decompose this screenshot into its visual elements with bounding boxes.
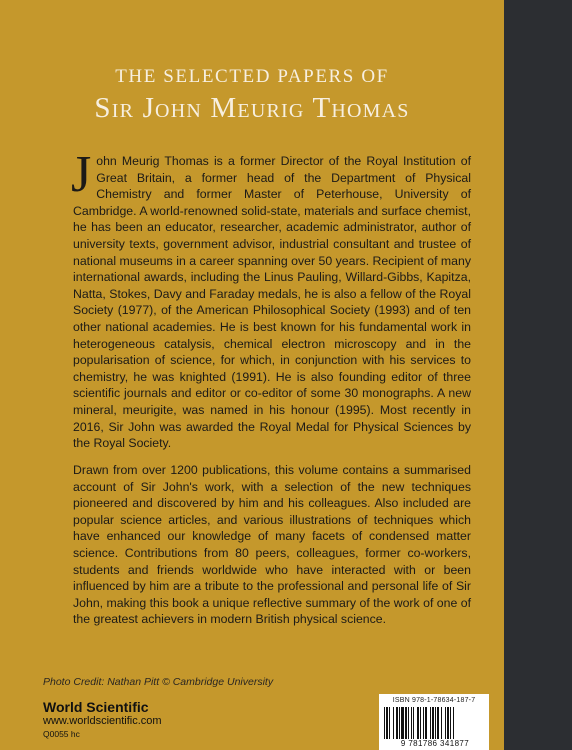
book-summary: Drawn from over 1200 publications, this volume contains a summarised account of Sir John's work, with a selection of the new techniques pioneered and discovered by him and his colleagues. Also included are popular science articles, and various illustrations of techniques which have enhanced our knowledge of many facets of condensed matter science. Contributions from 80 peers, colleagues, former co-workers, students and friends worldwide who have interacted with or been influenced by him are a tribute to the professional and personal life of Sir John, making this book a unique reflective summary of the work of one of the greatest achievers in modern British physical science. xyxy=(73,463,471,627)
product-code: Q0055 hc xyxy=(43,729,80,739)
barcode-panel xyxy=(379,694,489,750)
title-line-1: THE SELECTED PAPERS OF xyxy=(115,66,389,87)
barcode-icon xyxy=(384,707,484,739)
author-bio xyxy=(71,146,471,452)
publisher-website: www.worldscientific.com xyxy=(43,715,162,727)
isbn-label: ISBN 978-1-78634-187-7 xyxy=(392,697,476,704)
publisher-name: World Scientific xyxy=(43,699,149,715)
photo-credit: Photo Credit: Nathan Pitt © Cambridge University xyxy=(43,676,274,688)
book-spine xyxy=(504,0,572,750)
title-line-2: Sir John Meurig Thomas xyxy=(94,92,410,124)
drop-cap: J xyxy=(71,146,92,203)
author-bio-text: ohn Meurig Thomas is a former Director of the Royal Institution of Great Britain, a former head of the Department of Physical Chemistry and former Master of Peterhouse, University of Cambridge. A world-renowned solid-state, materials and surface chemist, he has been an educator, researcher, academic administrator, author of university texts, government advisor, industrial consultant and trustee of national museums in a career spanning over 50 years. Recipient of many international awards, including the Linus Pauling, Willard-Gibbs, Kapitza, Natta, Stokes, Davy and Faraday medals, he is also a fellow of the Royal Society (1977), of the American Philosophical Society (1993) and of ten other national academies. He is best known for his fundamental work in heterogeneous catalysis, chemical electron microscopy and in the popularisation of science, for which, in conjunction with his services to chemistry, he was knighted (1991). He is also founding editor of three scientific journals and editor or co-editor of some 30 monographs. A new mineral, meurigite, was named in his honour (1995). Most recently in 2016, Sir John was awarded the Royal Medal for Physical Sciences by the Royal Society. xyxy=(73,154,471,451)
barcode-number: 9 781786 341877 xyxy=(400,739,470,748)
